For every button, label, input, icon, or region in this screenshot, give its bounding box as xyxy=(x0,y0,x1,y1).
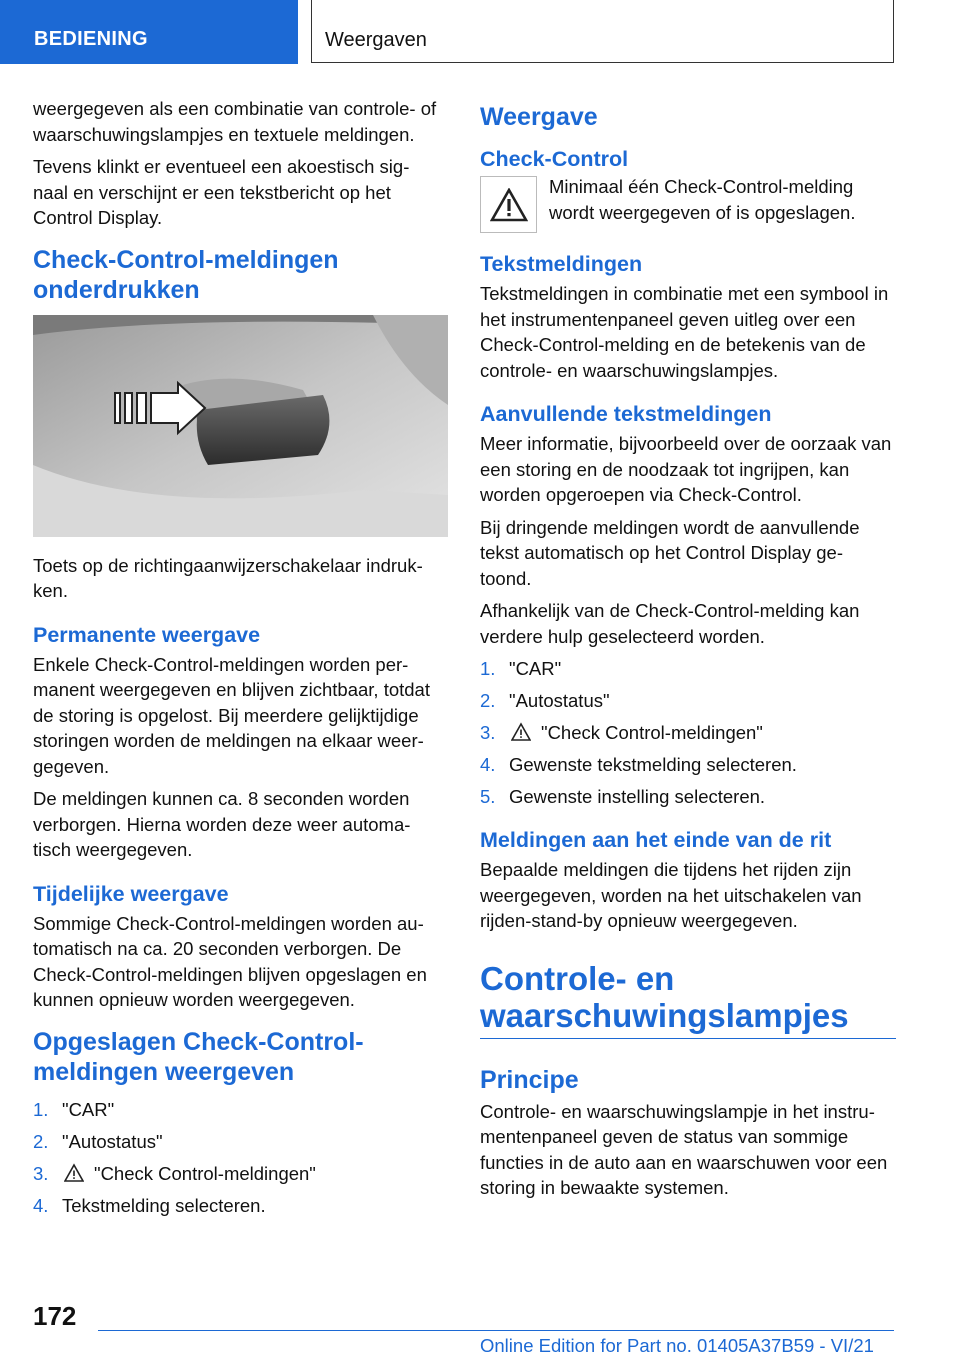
heading-check-control: Check-Control xyxy=(480,147,629,171)
heading-display: Weergave xyxy=(480,103,598,131)
list-item xyxy=(480,720,896,745)
list-item xyxy=(480,784,896,809)
heading-text-messages: Tekstmeldingen xyxy=(480,252,643,276)
step-number: 2. xyxy=(480,690,496,711)
step-number: 1. xyxy=(480,658,496,679)
list-item xyxy=(33,1097,448,1122)
paragraph: De meldingen kunnen ca. 8 seconden worden verborgen. Hierna worden deze weer automa- tisch weergegeven. xyxy=(33,788,411,860)
warning-triangle-icon xyxy=(64,1163,84,1183)
heading-suppress: Check-Control-meldingen onderdrukken xyxy=(33,245,339,304)
step-number: 3. xyxy=(33,1162,49,1184)
footer-divider xyxy=(98,1330,894,1331)
list-item xyxy=(480,752,896,777)
heading-temporary: Tijdelijke weergave xyxy=(33,881,229,906)
left-column xyxy=(33,96,448,1225)
step-text: Tekstmelding selecteren. xyxy=(62,1194,266,1216)
turn-signal-lever-photo xyxy=(33,315,448,537)
list-item xyxy=(33,1129,448,1154)
photo-caption: Toets op de richtingaanwijzerschakelaar indruk- ken. xyxy=(33,554,423,601)
right-column xyxy=(480,96,896,1208)
heading-permanent: Permanente weergave xyxy=(33,622,261,647)
paragraph: Tekstmeldingen in combinatie met een symbool in het instrumentenpaneel geven uitleg over een Check-Control-melding en de betekenis van de controle- en waarschuwingslampjes. xyxy=(480,283,889,381)
check-control-text: Minimaal één Check-Control-melding wordt weergegeven of is opgeslagen. xyxy=(549,176,856,223)
steps-list xyxy=(33,1097,448,1218)
paragraph: Bij dringende meldingen wordt de aanvullende tekst automatisch op het Control Display ge- toond. xyxy=(480,516,860,589)
step-number: 3. xyxy=(480,722,496,743)
page-number: 172 xyxy=(33,1301,77,1331)
list-item xyxy=(33,1161,448,1186)
steps-list xyxy=(480,656,896,809)
paragraph: weergegeven als een combinatie van controle- of waarschuwingslampjes en textuele meldingen. xyxy=(33,98,437,145)
check-control-row xyxy=(480,176,896,233)
warning-triangle-icon xyxy=(490,188,528,222)
section-tab xyxy=(0,0,298,64)
paragraph: Bepaalde meldingen die tijdens het rijden zijn weergegeven, worden na het uitschakelen van rijden-stand-by opnieuw weergegeven. xyxy=(480,859,862,931)
list-item xyxy=(480,656,896,681)
list-item xyxy=(33,1193,448,1218)
footer-edition: Online Edition for Part no. 01405A37B59 - VI/21 xyxy=(480,1335,874,1356)
step-text: "Check Control-meldingen" xyxy=(541,722,763,743)
chapter-box xyxy=(311,0,894,63)
section-label: BEDIENING xyxy=(34,28,148,50)
heading-principle: Principe xyxy=(480,1065,579,1094)
step-text: "CAR" xyxy=(509,658,562,679)
step-text: "CAR" xyxy=(62,1098,115,1120)
paragraph: Sommige Check-Control-meldingen worden au- tomatisch na ca. 20 seconden verborgen. De Check-Control-meldingen blijven opgeslagen en kunnen opnieuw worden weergegeven. xyxy=(33,912,427,1010)
paragraph: Controle- en waarschuwingslampje in het instru- mentenpaneel geven de status van sommige functies in de auto aan en waarschuwen voor een storing in bewaakte systemen. xyxy=(480,1100,888,1198)
step-text: Gewenste tekstmelding selecteren. xyxy=(509,754,797,775)
warning-triangle-icon xyxy=(511,722,531,742)
step-number: 1. xyxy=(33,1098,49,1120)
paragraph: Afhankelijk van de Check-Control-melding kan verdere hulp geselecteerd worden. xyxy=(480,600,860,647)
heading-lamps: Controle- en waarschuwingslampjes xyxy=(480,960,896,1039)
paragraph: Enkele Check-Control-meldingen worden per- manent weergegeven en blijven zichtbaar, totdat de storing is opgelost. Bij meerdere gelijktijdige storingen worden de meldingen na elkaar weer- gegeven. xyxy=(33,653,430,777)
step-number: 4. xyxy=(33,1194,49,1216)
step-text: Gewenste instelling selecteren. xyxy=(509,786,766,807)
step-number: 2. xyxy=(33,1130,49,1152)
step-text: "Autostatus" xyxy=(509,690,610,711)
step-number: 4. xyxy=(480,754,496,775)
heading-stored: Opgeslagen Check-Control- meldingen weergeven xyxy=(33,1027,364,1086)
step-text: "Check Control-meldingen" xyxy=(94,1162,316,1184)
check-control-icon-box xyxy=(480,176,537,233)
paragraph: Meer informatie, bijvoorbeeld over de oorzaak van een storing en de noodzaak tot ingrijpen, kan worden opgeroepen via Check-Control. xyxy=(480,433,892,505)
paragraph: Tevens klinkt er eventueel een akoestisch sig- naal en verschijnt er een tekstbericht op het Control Display. xyxy=(33,156,410,228)
step-text: "Autostatus" xyxy=(62,1130,163,1152)
chapter-label: Weergaven xyxy=(325,29,427,51)
list-item xyxy=(480,688,896,713)
heading-additional: Aanvullende tekstmeldingen xyxy=(480,402,772,426)
step-number: 5. xyxy=(480,786,496,807)
heading-end-of-trip: Meldingen aan het einde van de rit xyxy=(480,828,832,852)
